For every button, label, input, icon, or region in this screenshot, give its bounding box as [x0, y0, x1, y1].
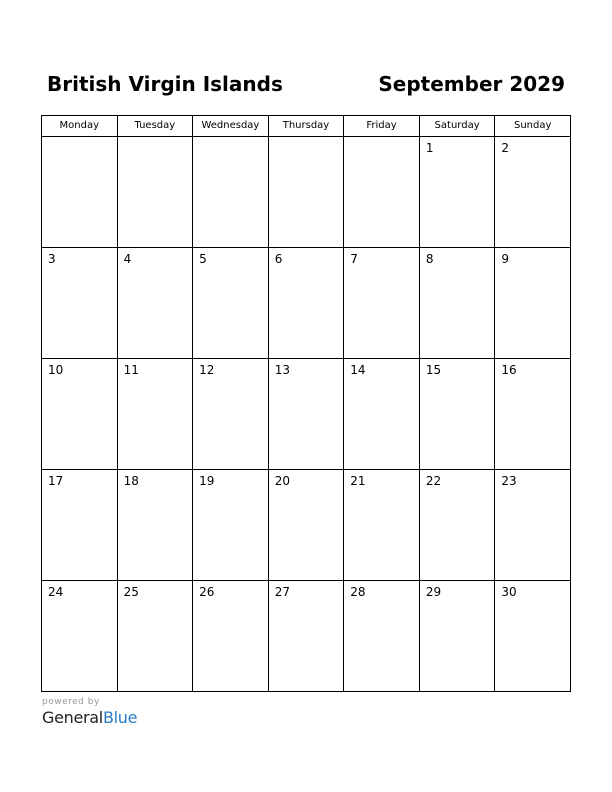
weekday-saturday: Saturday — [419, 116, 495, 137]
day-cell — [193, 137, 269, 248]
day-cell — [344, 248, 420, 359]
day-cell — [344, 137, 420, 248]
weekday-sunday: Sunday — [495, 116, 571, 137]
calendar-region-title: British Virgin Islands — [47, 72, 283, 96]
day-number: 9 — [501, 252, 510, 266]
week-row — [42, 248, 571, 359]
day-cell — [495, 248, 571, 359]
day-cell — [268, 581, 344, 692]
day-number: 13 — [274, 363, 290, 377]
weekday-tuesday: Tuesday — [117, 116, 193, 137]
day-number: 21 — [350, 474, 366, 488]
day-cell — [419, 581, 495, 692]
day-cell — [419, 248, 495, 359]
day-number: 27 — [274, 585, 290, 599]
brand-name-part2: Blue — [102, 708, 138, 727]
day-number: 26 — [199, 585, 215, 599]
day-number: 10 — [48, 363, 64, 377]
day-cell — [268, 470, 344, 581]
day-number: 5 — [199, 252, 207, 266]
day-cell — [419, 470, 495, 581]
weekday-monday: Monday — [42, 116, 118, 137]
day-number: 14 — [350, 363, 366, 377]
day-number: 2 — [501, 141, 510, 155]
day-number: 3 — [48, 252, 56, 266]
day-cell — [419, 359, 495, 470]
week-row — [42, 137, 571, 248]
day-cell — [193, 581, 269, 692]
day-number: 18 — [123, 474, 139, 488]
day-cell — [117, 359, 193, 470]
day-cell — [117, 581, 193, 692]
day-number — [269, 137, 344, 141]
day-number: 23 — [501, 474, 517, 488]
week-row — [42, 470, 571, 581]
weekday-friday: Friday — [344, 116, 420, 137]
day-number: 24 — [48, 585, 64, 599]
brand-name-part1: General — [42, 708, 103, 727]
day-number: 25 — [123, 585, 139, 599]
day-number: 8 — [425, 252, 434, 266]
day-cell — [495, 581, 571, 692]
day-cell — [344, 470, 420, 581]
day-number: 12 — [199, 363, 215, 377]
calendar-month-title: September 2029 — [378, 72, 565, 96]
day-cell — [42, 137, 118, 248]
day-cell — [344, 359, 420, 470]
day-number: 22 — [425, 474, 442, 488]
day-cell — [42, 581, 118, 692]
footer-branding — [42, 696, 137, 728]
day-number: 19 — [199, 474, 215, 488]
day-number: 28 — [350, 585, 366, 599]
day-cell — [193, 248, 269, 359]
day-cell — [344, 581, 420, 692]
weekday-header-row — [42, 116, 571, 137]
brand-logo — [42, 708, 137, 728]
day-cell — [268, 248, 344, 359]
weekday-wednesday: Wednesday — [193, 116, 269, 137]
day-number: 1 — [425, 141, 434, 155]
day-number: 20 — [274, 474, 290, 488]
day-cell — [42, 359, 118, 470]
day-cell — [117, 470, 193, 581]
day-number: 7 — [350, 252, 358, 266]
day-number: 15 — [425, 363, 442, 377]
day-number: 4 — [123, 252, 132, 266]
day-cell — [268, 359, 344, 470]
day-number — [193, 137, 268, 141]
day-number — [42, 137, 117, 141]
day-number — [344, 137, 419, 141]
powered-by-text: powered by — [42, 697, 100, 707]
day-number: 29 — [425, 585, 442, 599]
week-row — [42, 359, 571, 470]
day-number: 6 — [274, 252, 283, 266]
day-cell — [193, 470, 269, 581]
day-cell — [42, 470, 118, 581]
day-number: 30 — [501, 585, 517, 599]
day-cell — [117, 137, 193, 248]
day-cell — [495, 137, 571, 248]
day-number: 11 — [123, 363, 139, 377]
day-number: 16 — [501, 363, 517, 377]
calendar-grid — [41, 115, 571, 692]
day-cell — [117, 248, 193, 359]
day-cell — [42, 248, 118, 359]
week-row — [42, 581, 571, 692]
day-cell — [193, 359, 269, 470]
day-number: 17 — [48, 474, 64, 488]
day-cell — [419, 137, 495, 248]
day-cell — [268, 137, 344, 248]
weekday-thursday: Thursday — [268, 116, 344, 137]
day-number — [118, 137, 193, 141]
day-cell — [495, 359, 571, 470]
day-cell — [495, 470, 571, 581]
